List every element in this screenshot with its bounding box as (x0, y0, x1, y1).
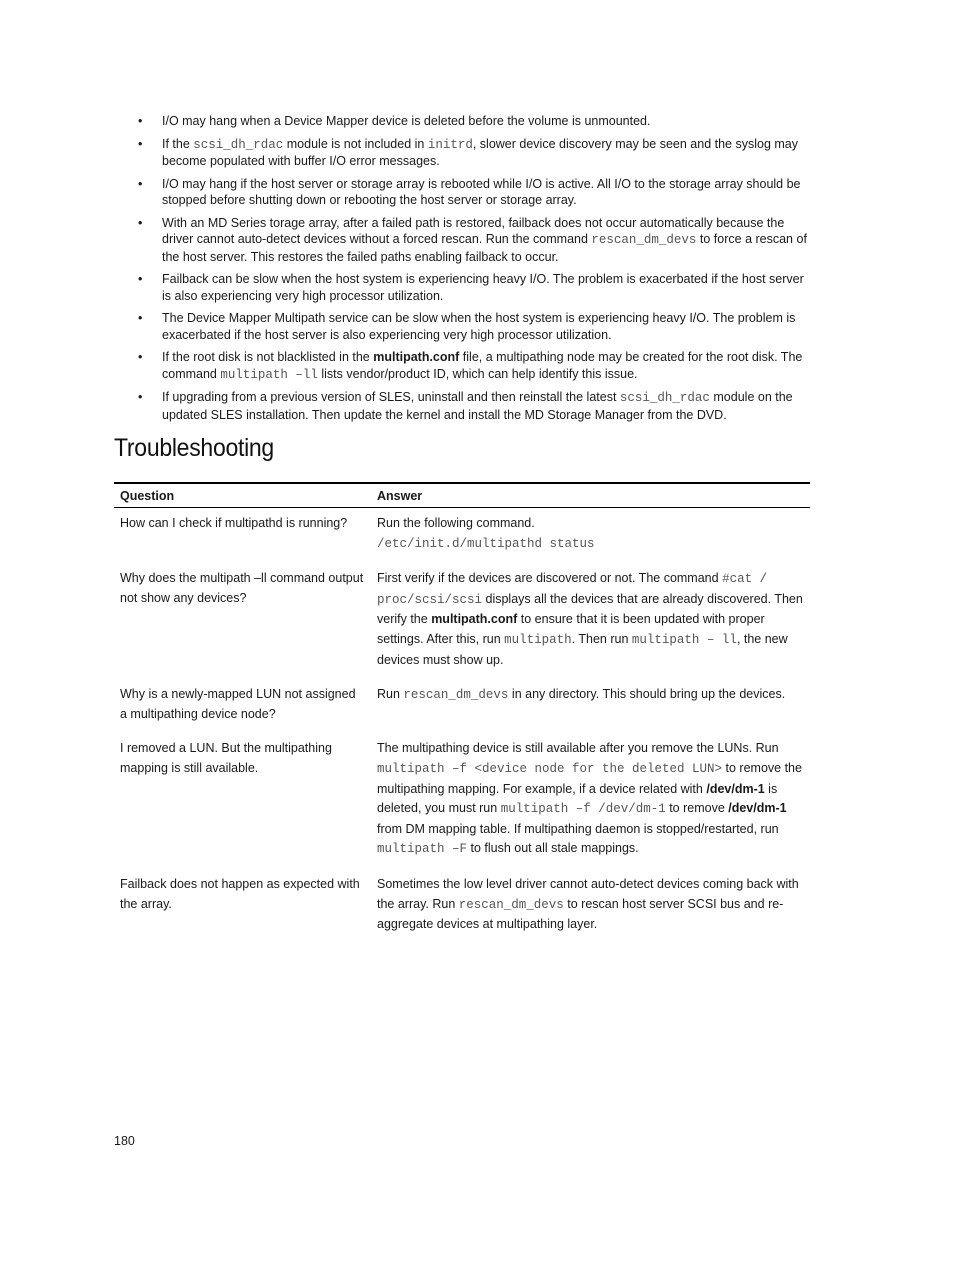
code-text: /etc/init.d/multipathd status (377, 536, 595, 551)
table-row (114, 564, 810, 680)
bold-text: multipath.conf (373, 350, 460, 364)
bold-text: multipath.conf (431, 612, 518, 627)
bold-text: /dev/dm-1 (706, 781, 765, 796)
text-run: Failback does not happen as expected with the array. (120, 876, 360, 911)
answer-cell (371, 734, 810, 870)
text-run: Failback can be slow when the host system is experiencing heavy I/O. The problem is exacerbated if the host server is also experiencing very high processor utilization. (162, 272, 804, 303)
column-header-answer: Answer (371, 483, 810, 508)
text-run: from DM mapping table. If multipathing daemon is stopped/restarted, run (377, 821, 779, 836)
text-run: If the (162, 136, 194, 151)
bullet-item (138, 271, 810, 304)
bullet-item (138, 113, 810, 130)
text-run: First verify if the devices are discovered or not. The command (377, 571, 723, 586)
code-text: multipath –F (377, 842, 468, 857)
text-run: lists vendor/product ID, which can help identify this issue. (317, 366, 638, 381)
question-cell (114, 508, 371, 565)
text-run: to ensure that it is been updated with proper settings. After this, run (377, 612, 765, 646)
bullet-item (138, 389, 810, 423)
text-run: Why is a newly-mapped LUN not assigned a multipathing device node? (120, 687, 356, 721)
bold-text: /dev/dm-1 (728, 801, 787, 816)
code-text: rescan_dm_devs (591, 233, 697, 247)
text-run: module is not included in (283, 136, 428, 151)
text-run: is deleted, you must run (377, 781, 778, 816)
code-text: initrd (427, 137, 473, 152)
code-text: #cat / proc/scsi/scsi (377, 572, 768, 607)
code-text: rescan_dm_devs (403, 688, 509, 703)
answer-cell (371, 870, 810, 945)
text-run: to remove (665, 801, 729, 816)
answer-cell (371, 508, 810, 565)
bullet-item (138, 310, 810, 343)
troubleshooting-table (114, 482, 810, 945)
text-run: Run the following command. (377, 516, 535, 530)
text-run: to rescan host server SCSI bus and re-aggregate devices at multipathing layer. (377, 896, 784, 932)
text-run: to flush out all stale mappings. (467, 841, 639, 856)
section-title: Troubleshooting (114, 434, 274, 462)
column-header-question: Question (114, 483, 371, 508)
text-run: . Then run (571, 631, 632, 646)
text-run: The Device Mapper Multipath service can be slow when the host system is experiencing heavy I/O. The problem is exacerbated if the host server is also experiencing very high processor utilization. (162, 311, 796, 342)
table-row (114, 734, 810, 870)
bullet-list (138, 113, 810, 429)
text-run: Sometimes the low level driver cannot auto-detect devices coming back with the array. Run (377, 876, 799, 911)
text-run: Why does the multipath –ll command output not show any devices? (120, 571, 364, 605)
text-run: I removed a LUN. But the multipathing mapping is still available. (120, 741, 332, 775)
code-text: multipath –ll (220, 367, 318, 382)
bullet-item (138, 349, 810, 383)
table-body (114, 508, 810, 945)
text-run: file, a multipathing node may be created for the root disk. The command (162, 350, 803, 381)
question-cell (114, 680, 371, 734)
text-run: The multipathing device is still available after you remove the LUNs. Run (377, 741, 779, 756)
text-run: module on the updated SLES installation. Then update the kernel and install the MD Storage Manager from the DVD. (162, 390, 793, 422)
page-number: 180 (114, 1134, 135, 1148)
question-cell (114, 734, 371, 870)
text-run: , slower device discovery may be seen and the syslog may become populated with buffer I/O error messages. (162, 136, 798, 168)
text-run: I/O may hang if the host server or storage array is rebooted while I/O is active. All I/O to the storage array should be stopped before shutting down or rebooting the host server or storage array. (162, 176, 801, 207)
text-run: If upgrading from a previous version of SLES, uninstall and then reinstall the latest (162, 390, 620, 404)
code-text: rescan_dm_devs (458, 897, 564, 912)
text-run: Run (377, 687, 404, 702)
code-text: scsi_dh_rdac (619, 391, 710, 405)
text-run: , the new devices must show up. (377, 631, 788, 667)
code-text: multipath –f <device node for the deleted LUN> (377, 761, 723, 776)
code-text: multipath – ll (631, 632, 737, 647)
bullet-item (138, 136, 810, 170)
text-run: displays all the devices that are already discovered. Then verify the (377, 591, 803, 627)
answer-cell (371, 564, 810, 680)
table-row (114, 508, 810, 565)
text-run: With an MD Series torage array, after a failed path is restored, failback does not occur automatically because the driver cannot auto-detect devices without a forced rescan. Run the command (162, 215, 785, 246)
code-text: multipath (504, 632, 572, 647)
text-run: to remove the multipathing mapping. For example, if a device related with (377, 760, 802, 796)
table-header-row (114, 483, 810, 508)
table-row (114, 680, 810, 734)
question-cell (114, 564, 371, 680)
bullet-item (138, 215, 810, 266)
answer-cell (371, 680, 810, 734)
table-row (114, 870, 810, 945)
code-text: multipath –f /dev/dm-1 (500, 802, 666, 817)
text-run: I/O may hang when a Device Mapper device is deleted before the volume is unmounted. (162, 114, 651, 128)
text-run: to force a rescan of the host server. This restores the failed paths enabling failback to occur. (162, 232, 807, 264)
text-run: If the root disk is not blacklisted in the (162, 350, 374, 364)
text-run: How can I check if multipathd is running? (120, 516, 348, 530)
code-text: scsi_dh_rdac (193, 137, 284, 152)
bullet-item (138, 176, 810, 209)
text-run: in any directory. This should bring up the devices. (508, 687, 786, 702)
question-cell (114, 870, 371, 945)
